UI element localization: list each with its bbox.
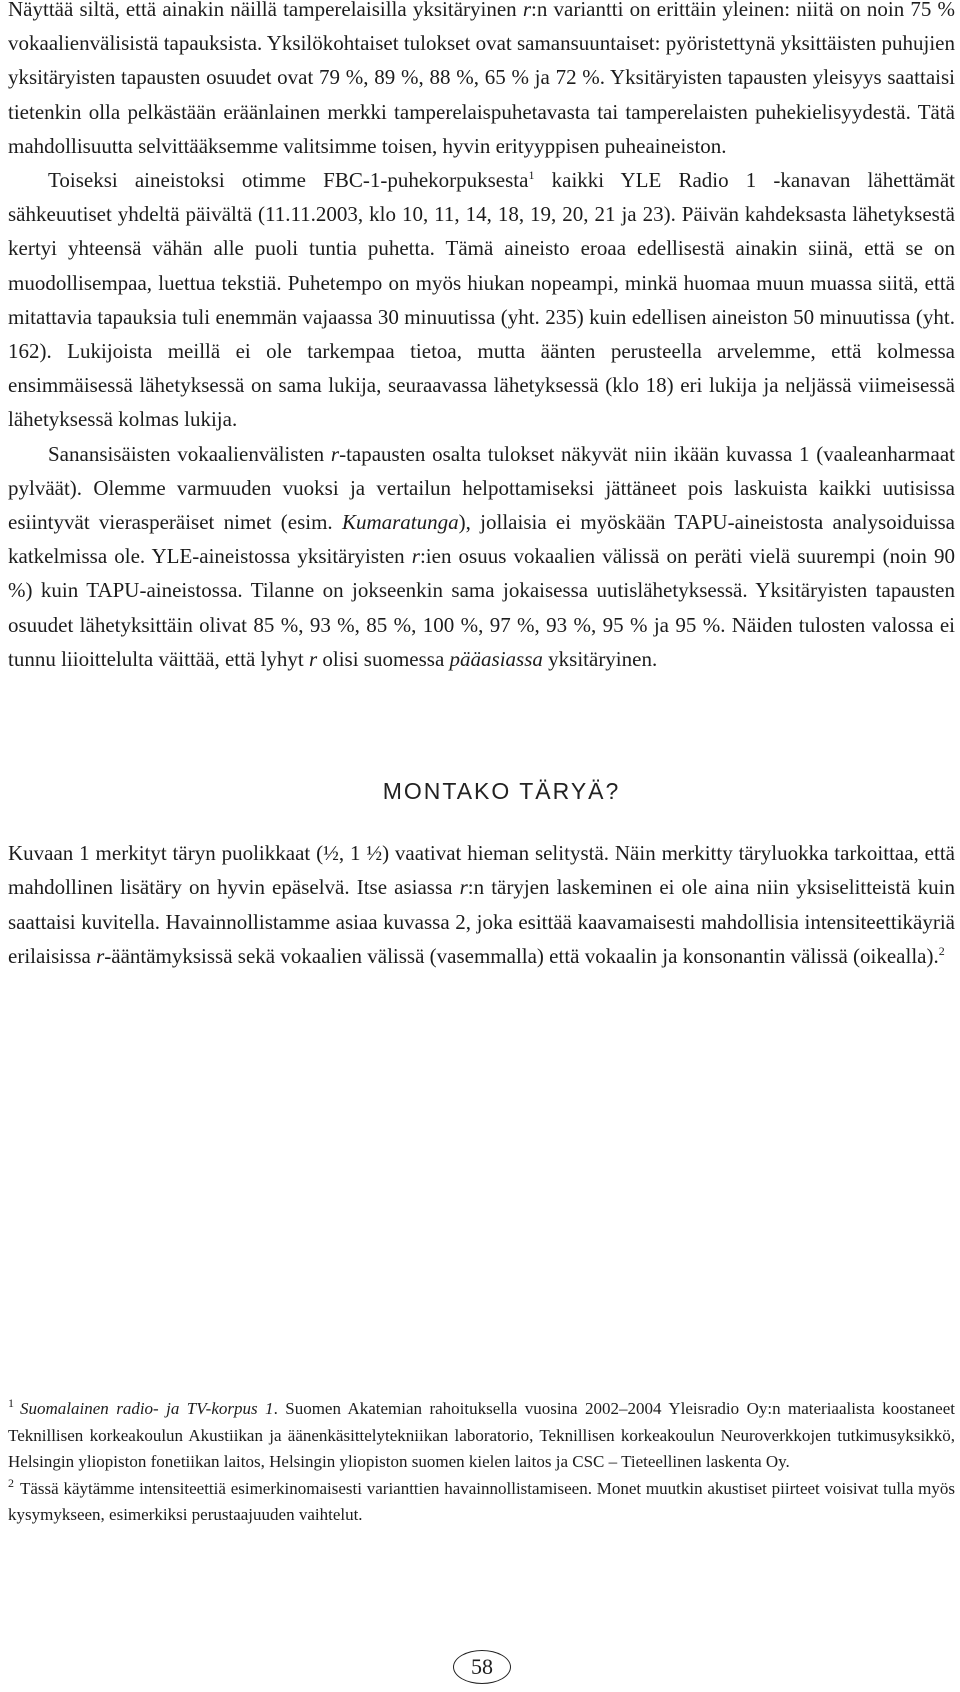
paragraph-3	[8, 437, 955, 676]
text-run: :n täryjen laskeminen ei ole aina niin yksiselitteistä kuin saattaisi kuvitella. Havainnollistamme asiaa kuvassa 2, joka esittää kaavamaisesti mahdollisia intensiteettikäyriä erilaisissa	[8, 875, 955, 968]
italic-text: Suomalainen radio- ja TV-korpus 1	[20, 1399, 274, 1418]
footnote-number: 2	[8, 1475, 14, 1490]
section-heading: MONTAKO TÄRYÄ?	[382, 778, 621, 805]
italic-text: r	[330, 441, 340, 466]
italic-text: r	[459, 875, 468, 900]
italic-text: r	[308, 646, 318, 671]
text-run: . Suomen Akatemian rahoituksella vuosina 2002–2004 Yleisradio Oy:n materiaalista koostaneet Teknillisen korkeakoulun Akustiikan ja äänenkäsittelytekniikan laboratorio, Teknillisen korkeakoulun Neuroverkkojen tutkimusyksikkö, Helsingin yliopiston fonetiikan laitos, Helsingin yliopiston suomen kielen laitos ja CSC – Tieteellinen laskenta Oy.	[8, 1399, 955, 1471]
text-run: yksitäryinen.	[542, 646, 658, 671]
text-run: Tässä käytämme intensiteettiä esimerkinomaisesti varianttien havainnollistamiseen. Monet muutkin akustiset piirteet voisivat tulla myös kysymykseen, esimerkiksi perustaajuuden vaihtelut.	[8, 1478, 955, 1524]
body-text	[8, 0, 955, 973]
text-run: Sanansisäisten vokaalienvälisten	[48, 441, 331, 466]
footnote-number: 1	[8, 1396, 14, 1411]
italic-text: Kumaratunga	[341, 510, 459, 535]
footnote-ref: 2	[938, 943, 945, 958]
text-run: -tapausten osalta tulokset näkyvät niin ikään kuvassa 1 (vaaleanharmaat pylväät). Olemme varmuuden vuoksi ja vertailun helpottamiseksi jättäneet pois laskuista kaikki uutisissa esiintyvät vierasperäiset nimet (esim.	[8, 441, 955, 535]
text-run: :n variantti on erittäin yleinen: niitä on noin 75 % vokaalienvälisistä tapauksista. Yksilökohtaiset tulokset ovat samansuuntaiset: pyöristettynä yksittäisten puhujien yksitäryisten tapausten osuudet ovat 79 %, 89 %, 88 %, 65 % ja 72 %. Yksitäryisten tapausten yleisyys saattaisi tietenkin olla pelkästään eräänlainen merkki tamperelaispuhetavasta tai tamperelaisten puhekielisyydestä. Tätä mahdollisuutta selvittääksemme valitsimme toisen, hyvin erityyppisen puheaineiston.	[8, 0, 955, 158]
text-run: :ien osuus vokaalien välissä on peräti vielä suurempi (noin 90 %) kuin TAPU-aineistossa. Tilanne on jokseenkin sama jokaisessa uutislähetyksessä. Yksitäryisten tapausten osuudet lähetyksittäin olivat 85 %, 93 %, 85 %, 100 %, 97 %, 93 %, 95 % ja 95 %. Näiden tulosten valossa ei tunnu liioittelulta väittää, että lyhyt	[8, 544, 956, 671]
paragraph-1	[8, 0, 955, 163]
italic-text: r	[96, 943, 105, 968]
footnote-2	[8, 1476, 955, 1529]
text-run: Toiseksi aineistoksi otimme FBC-1-puhekorpuksesta	[48, 168, 529, 193]
page-number: 58	[453, 1650, 511, 1684]
footnote-1	[8, 1396, 955, 1476]
text-run: olisi suomessa	[317, 646, 450, 671]
paragraph-2	[8, 163, 955, 437]
text-run: -ääntämyksissä sekä vokaalien välissä (vasemmalla) että vokaalin ja konsonantin välissä (oikealla).	[104, 943, 939, 968]
text-run: Näyttää siltä, että ainakin näillä tamperelaisilla yksitäryinen	[8, 0, 523, 21]
text-run: kaikki YLE Radio 1 -kanavan lähettämät sähkeuutiset yhdeltä päivältä (11.11.2003, klo 10, 11, 14, 18, 19, 20, 21 ja 23). Päivän kahdeksasta lähetyksestä kertyi yhteensä vähän alle puoli tuntia puhetta. Tämä aineisto eroaa edellisestä ainakin siinä, että se on muodollisempaa, luettua tekstiä. Puhetempo on myös hiukan nopeampi, minkä huomaa muun muassa siitä, että mitattavia tapauksia tuli enemmän vajaassa 30 minuutissa (yht. 235) kuin edellisen aineiston 50 minuutissa (yht. 162). Lukijoista meillä ei ole tarkempaa tietoa, mutta äänten perusteella arvelemme, että kolmessa ensimmäisessä lähetyksessä on sama lukija, seuraavassa lähetyksessä (klo 18) eri lukija ja neljässä viimeisessä lähetyksessä kolmas lukija.	[8, 168, 956, 432]
italic-text: r	[411, 544, 420, 569]
paragraph-4	[8, 836, 955, 973]
page	[8, 0, 955, 1692]
footnotes	[8, 1396, 955, 1529]
text-run: Kuvaan 1 merkityt täryn puolikkaat (½, 1 ½) vaativat hieman selitystä. Näin merkitty täryluokka tarkoittaa, että mahdollinen lisätäry on hyvin epäselvä. Itse asiassa	[8, 841, 955, 900]
italic-text: pääasiassa	[449, 646, 543, 671]
text-run: ), jollaisia ei myöskään TAPU-aineistosta analysoiduissa katkelmissa ole. YLE-aineistossa yksitäryisten	[8, 510, 955, 569]
italic-text: r	[522, 0, 532, 21]
footnote-ref: 1	[528, 168, 535, 183]
